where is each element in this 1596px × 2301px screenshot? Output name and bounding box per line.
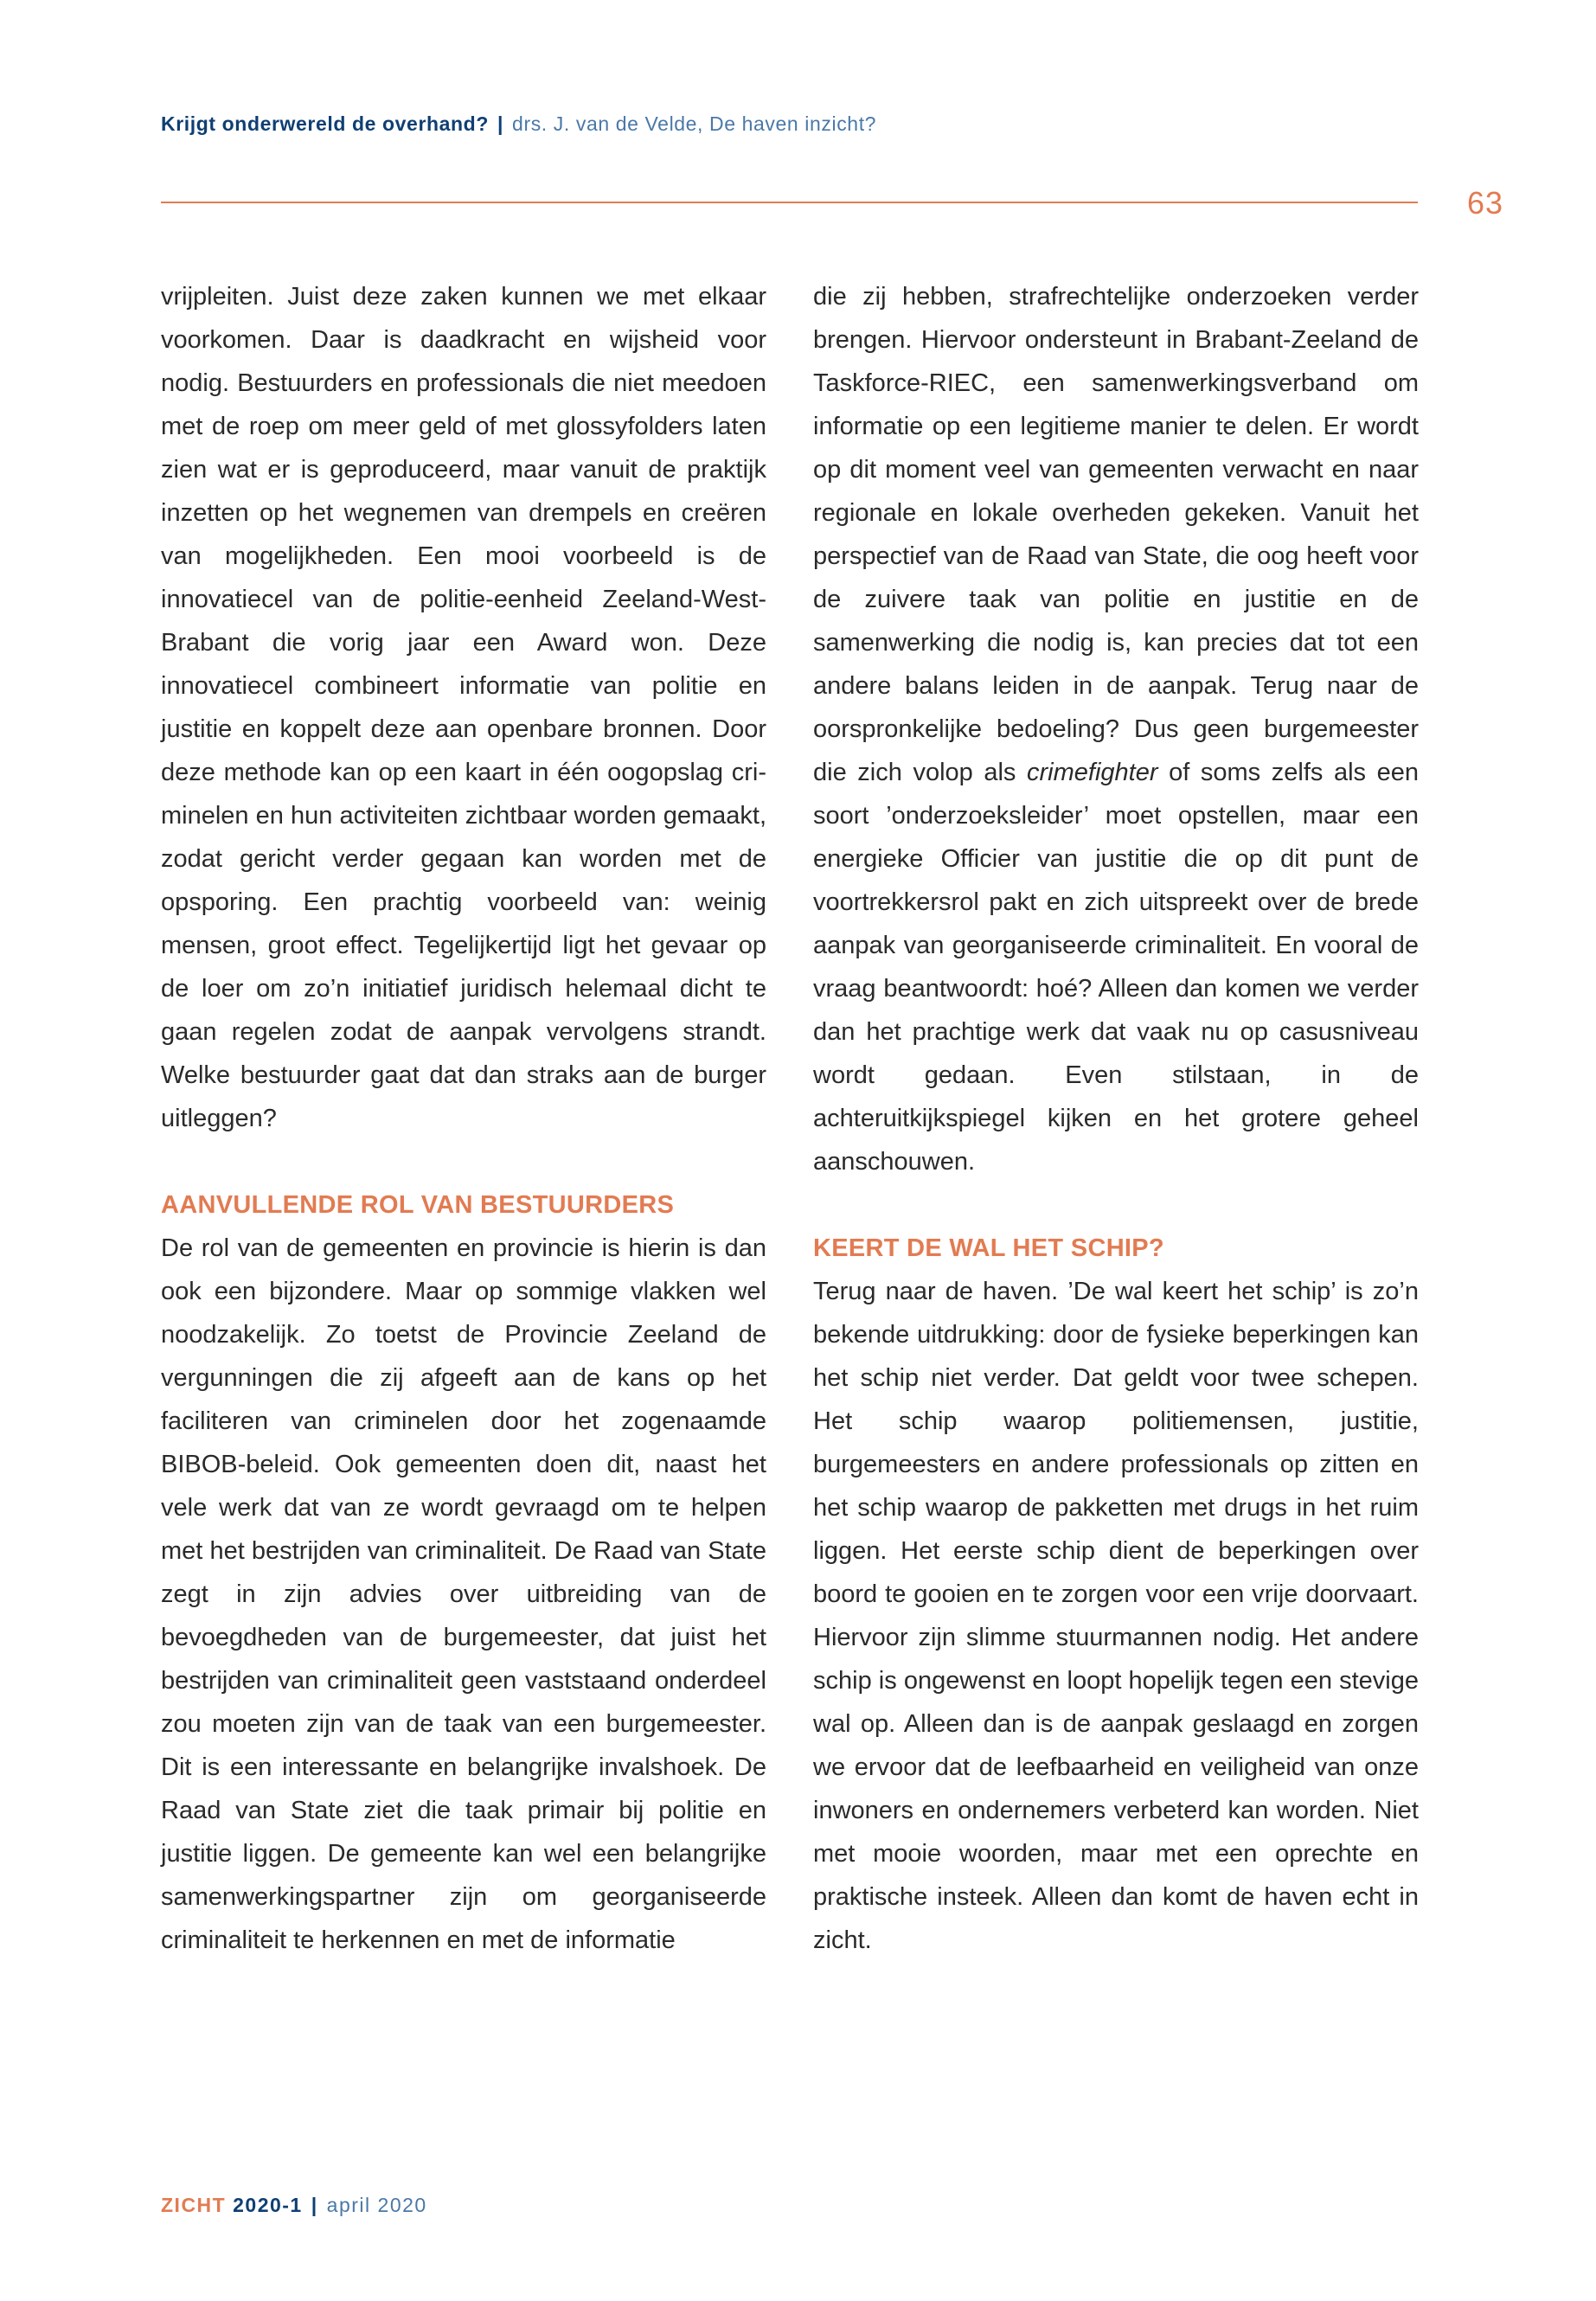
header-subtitle: drs. J. van de Velde, De haven inzicht? [512, 112, 877, 135]
right-paragraph-1-text: die zij hebben, strafrechtelijke onderzoeken verder brengen. Hiervoor ondersteunt in Brabant-Zeeland de Taskforce-RIEC, een samenwerkingsverband om informatie op een legitieme manier te delen. Er wordt op dit moment veel van gemeenten verwacht en naar regionale en lokale overheden gekeken. Vanuit het perspectief van de Raad van State, die oog heeft voor de zuivere taak van politie en justitie en de samenwerking die nodig is, kan precies dat tot een andere balans leiden in de aanpak. Terug naar de oorspronkelijke bedoeling? Dus geen burgemeester die zich volop als [813, 283, 1419, 786]
right-column [813, 275, 1419, 1962]
header-rule [161, 202, 1418, 203]
right-paragraph-1-continued: of soms zelfs als een soort ’onderzoeksleider’ moet opstellen, maar een energieke Officier van justitie die op dit punt de voortrekkersrol pakt en zich uitspreekt over de brede aanpak van georganiseerde criminaliteit. En vooral de vraag beantwoordt: hoé? Alleen dan komen we verder dan het prachtige werk dat vaak nu op casusniveau wordt gedaan. Even stilstaan, in de achteruitkijkspiegel kijken en het grotere geheel aanschouwen. [813, 759, 1419, 1176]
left-column [161, 275, 766, 1962]
footer-date: april 2020 [326, 2194, 427, 2216]
running-footer [161, 2194, 427, 2217]
right-paragraph-2: Terug naar de haven. ’De wal keert het schip’ is zo’n bekende uitdrukking: door de fysieke beperkingen kan het schip niet verder. Dat geldt voor twee schepen. Het schip waarop politiemensen, justitie, burgemeesters en andere professionals op zitten en het schip waarop de pakketten met drugs in het ruim liggen. Het eerste schip dient de beperkingen over boord te gooien en te zorgen voor een vrije doorvaart. Hiervoor zijn slimme stuurmannen nodig. Het andere schip is ongewenst en loopt hopelijk tegen een stevige wal op. Alleen dan is de aanpak geslaagd en zorgen we ervoor dat de leefbaarheid en veiligheid van onze inwoners en ondernemers verbeterd kan worden. Niet met mooie woorden, maar met een oprechte en praktische insteek. Alleen dan komt de haven echt in zicht. [813, 1278, 1419, 1954]
section-heading-wal-schip: KEERT DE WAL HET SCHIP? [813, 1234, 1164, 1262]
left-paragraph-1: vrijpleiten. Juist deze zaken kunnen we met elkaar voorkomen. Daar is daadkracht en wijsheid voor nodig. Bestuurders en professionals die niet meedoen met de roep om meer geld of met glossyfolders laten zien wat er is geproduceerd, maar vanuit de praktijk inzetten op het wegnemen van drempels en creëren van mogelijkheden. Een mooi voorbeeld is de innovatiecel van de politie-eenheid Zeeland-West-Brabant die vorig jaar een Award won. Deze innovatiecel combineert informatie van politie en justitie en koppelt deze aan openbare bronnen. Door deze methode kan op een kaart in één oogopslag criminelen en hun activiteiten zichtbaar worden gemaakt, zodat gericht verder gegaan kan worden met de opsporing. Een prachtig voorbeeld van: weinig mensen, groot effect. Tegelijkertijd ligt het gevaar op de loer om zo’n initiatief juridisch helemaal dicht te gaan regelen zodat de aanpak vervolgens strandt. Welke bestuurder gaat dat dan straks aan de burger uitleggen? [161, 283, 766, 1132]
page-number: 63 [1467, 185, 1504, 221]
paragraph-gap [161, 1140, 766, 1183]
footer-issue: 2020-1 [233, 2194, 303, 2216]
right-paragraph-1 [813, 275, 1419, 1183]
running-header [161, 112, 876, 136]
footer-separator: | [311, 2194, 318, 2216]
section-heading-bestuurders: AANVULLENDE ROL VAN BESTUURDERS [161, 1191, 675, 1219]
header-title: Krijgt onderwereld de overhand? [161, 112, 489, 135]
footer-magazine: ZICHT [161, 2194, 227, 2216]
header-separator: | [497, 112, 504, 135]
left-paragraph-2: De rol van de gemeenten en provincie is hierin is dan ook een bijzondere. Maar op sommige vlakken wel noodzakelijk. Zo toetst de Provincie Zeeland de vergunningen die zij afgeeft aan de kans op het faciliteren van criminelen door het zogenaamde BIBOB-beleid. Ook gemeenten doen dit, naast het vele werk dat van ze wordt gevraagd om te helpen met het bestrijden van criminaliteit. De Raad van State zegt in zijn advies over uitbreiding van de bevoegdheden van de burgemeester, dat juist het bestrijden van criminaliteit geen vaststaand onderdeel zou moeten zijn van de taak van een burgemeester. Dit is een interessante en belangrijke invalshoek. De Raad van State ziet die taak primair bij politie en justitie liggen. De gemeente kan wel een belangrijke samenwerkingspartner zijn om georganiseerde criminaliteit te herkennen en met de informatie [161, 1234, 766, 1954]
paragraph-gap [813, 1183, 1419, 1227]
italic-term: crimefighter [1027, 759, 1158, 786]
